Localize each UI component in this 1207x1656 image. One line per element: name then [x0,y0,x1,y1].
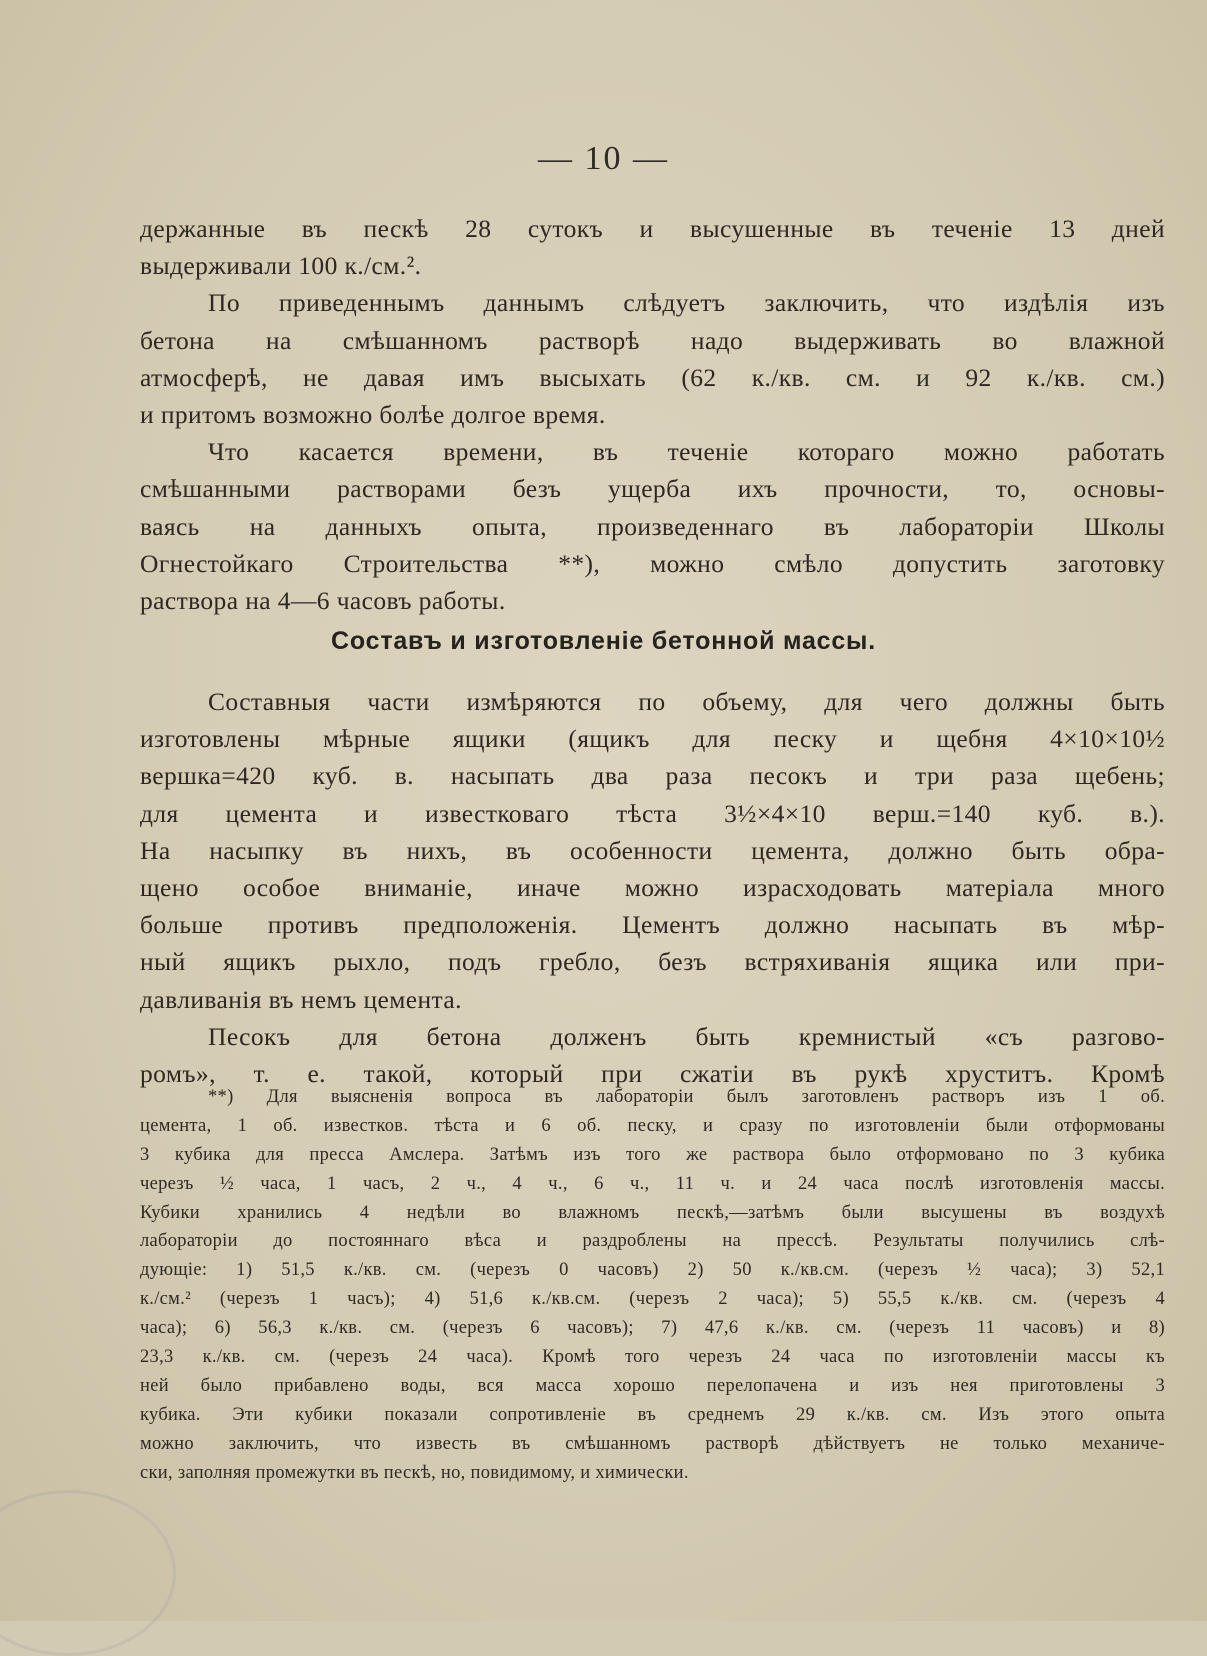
text-line: Огнестойкаго Строительства **), можно смѣло допустить заготовку [140,548,1165,578]
text-line: изготовлены мѣрные ящики (ящикъ для песку и щебня 4×10×10½ [140,724,1165,754]
text-line: давливанія въ немъ цемента. [140,984,462,1014]
text-line: Песокъ для бетона долженъ быть кремнистый «съ разгово- [208,1021,1165,1051]
text-line: Составныя части измѣряются по объему, для чего должны быть [208,687,1165,716]
text-line: раствора на 4—6 часовъ работы. [140,585,506,615]
footnote-line: можно заключить, что известь въ смѣшанномъ растворѣ дѣйствуетъ не только механиче- [140,1433,1165,1454]
footnote-line: черезъ ½ часа, 1 часъ, 2 ч., 4 ч., 6 ч., 11 ч. и 24 часа послѣ изготовленія массы. [140,1173,1165,1194]
footnote-line: кубика. Эти кубики показали сопротивленіе въ среднемъ 29 к./кв. см. Изъ этого опыта [140,1404,1165,1425]
body-text-top [140,210,1165,619]
text-line: По приведеннымъ даннымъ слѣдуетъ заключить, что издѣлія изъ [208,288,1165,318]
text-line: атмосферѣ, не давая имъ высыхать (62 к./кв. см. и 92 к./кв. см.) [140,362,1165,392]
section-heading: Составъ и изготовленіе бетонной массы. [331,627,876,655]
text-line: и притомъ возможно болѣе долгое время. [140,399,606,429]
text-line: больше противъ предположенія. Цементъ должно насыпать въ мѣр- [140,910,1165,940]
text-line: держанные въ пескѣ 28 сутокъ и высушенные въ теченіе 13 дней [140,214,1165,243]
footnote-line: ски, заполняя промежутки въ пескѣ, но, повидимому, и химически. [140,1462,689,1483]
page-number: — 10 — [538,140,669,177]
footnote-line: Кубики хранились 4 недѣли во влажномъ пескѣ,—затѣмъ были высушены въ воздухѣ [140,1202,1165,1223]
footnote-line: ней было прибавлено воды, вся масса хорошо перелопачена и изъ нея приготовлены 3 [140,1375,1165,1396]
text-line: На насыпку въ нихъ, въ особенности цемента, должно быть обра- [140,835,1165,865]
text-line: щено особое вниманіе, иначе можно израсходовать матеріала много [140,872,1165,902]
text-line: ромъ», т. е. такой, который при сжатіи въ рукѣ хруститъ. Кромѣ [140,1058,1165,1088]
text-line: бетона на смѣшанномъ растворѣ надо выдерживать во влажной [140,325,1165,355]
text-line: ваясь на данныхъ опыта, произведеннаго въ лабораторіи Школы [140,511,1165,541]
text-line: выдерживали 100 к./см.². [140,251,422,281]
footnote-line: к./см.² (черезъ 1 часъ); 4) 51,6 к./кв.см. (черезъ 2 часа); 5) 55,5 к./кв. см. (черезъ 4 [140,1289,1165,1310]
footnote-line: цемента, 1 об. известков. тѣста и 6 об. песку, и сразу по изготовленіи были отформованы [140,1115,1165,1136]
footnote-line: дующіе: 1) 51,5 к./кв. см. (черезъ 0 часовъ) 2) 50 к./кв.см. (черезъ ½ часа); 3) 52,1 [140,1260,1165,1281]
footnote-line: 3 кубика для пресса Амслера. Затѣмъ изъ того же раствора было отформовано по 3 кубика [140,1144,1165,1165]
text-line: для цемента и известковаго тѣста 3½×4×10 верш.=140 куб. в.). [140,798,1165,828]
text-line: Что касается времени, въ теченіе котораго можно работать [208,437,1165,467]
text-line: смѣшанными растворами безъ ущерба ихъ прочности, то, основы- [140,474,1165,504]
footnote-line: часа); 6) 56,3 к./кв. см. (черезъ 6 часовъ); 7) 47,6 к./кв. см. (черезъ 11 часовъ) и 8) [140,1318,1165,1339]
footnote-line: **) Для выясненія вопроса въ лабораторіи былъ заготовленъ растворъ изъ 1 об. [208,1087,1165,1107]
footnote-line: 23,3 к./кв. см. (черезъ 24 часа). Кромѣ того черезъ 24 часа по изготовленіи массы къ [140,1347,1165,1368]
footnote-line: лабораторіи до постояннаго вѣса и раздроблены на прессѣ. Результаты получились слѣ- [140,1231,1165,1252]
text-line: ный ящикъ рыхло, подъ гребло, безъ встряхиванія ящика или при- [140,947,1165,977]
text-line: вершка=420 куб. в. насыпать два раза песокъ и три раза щебень; [140,761,1165,791]
body-text-bottom [140,683,1165,1092]
footnote [140,1083,1165,1487]
